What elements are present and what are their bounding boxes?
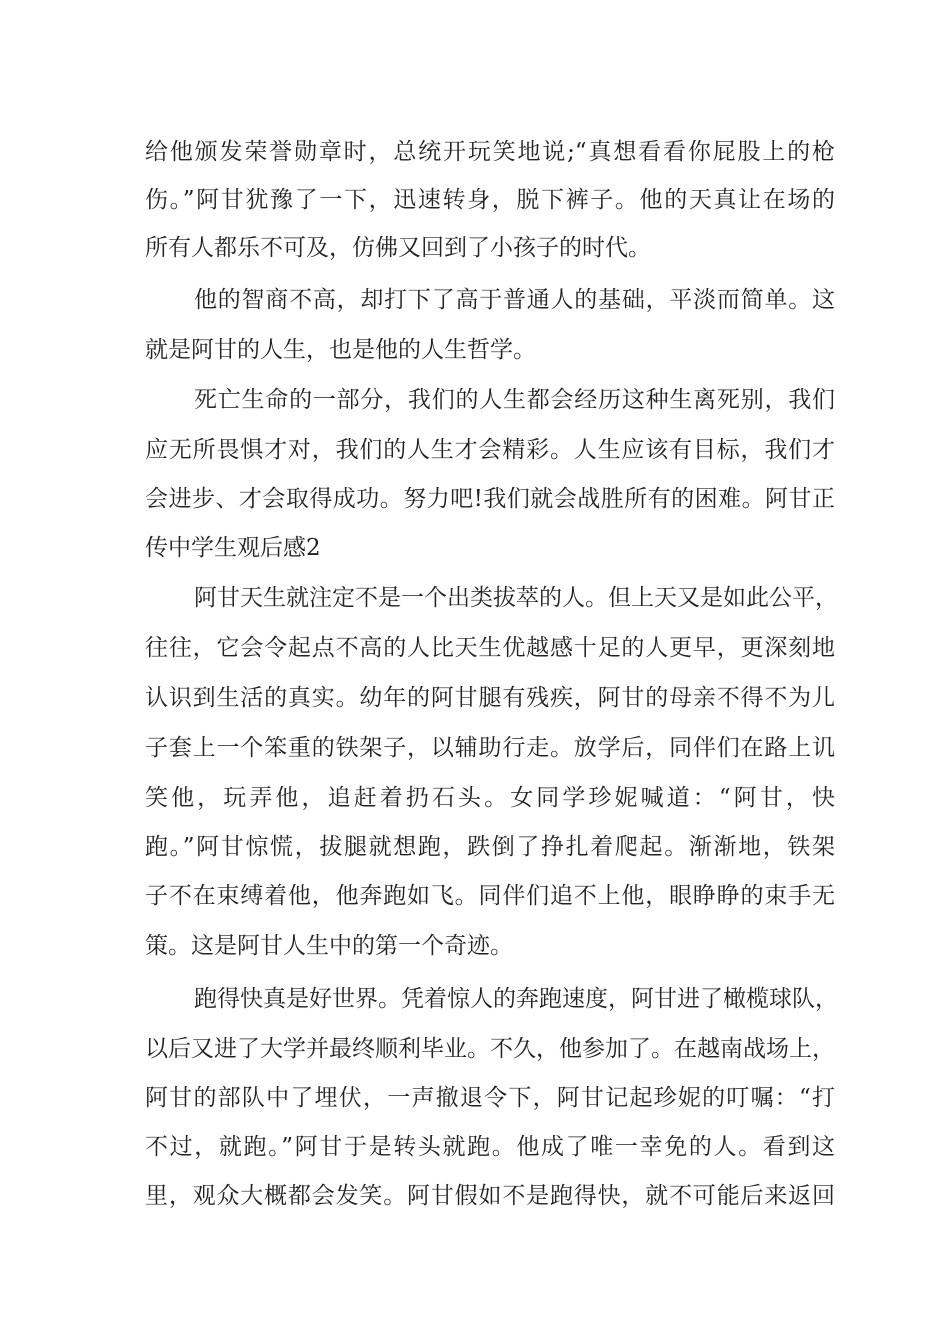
text-line: 所有人都乐不可及，仿佛又回到了小孩子的时代。 <box>145 235 651 261</box>
text-line: 跑得快真是好世界。凭着惊人的奔跑速度，阿甘进了橄榄球队， <box>194 986 838 1012</box>
text-line: 伤。”阿甘犹豫了一下，迅速转身，脱下裤子。他的天真让在场的 <box>145 187 835 213</box>
text-line: 阿甘的部队中了埋伏，一声撤退令下，阿甘记起珍妮的叮嘱：“打 <box>145 1085 835 1111</box>
text-line: 就是阿甘的人生，也是他的人生哲学。 <box>145 337 536 363</box>
text-line: 会进步、才会取得成功。努力吧!我们就会战胜所有的困难。阿甘正 <box>145 486 835 512</box>
text-line: 子不在束缚着他，他奔跑如飞。同伴们追不上他，眼睁睁的束手无 <box>145 883 835 909</box>
text-line: 往往，它会令起点不高的人比天生优越感十足的人更早，更深刻地 <box>145 635 835 661</box>
text-line: 笑他，玩弄他，追赶着扔石头。女同学珍妮喊道：“阿甘，快 <box>145 785 835 811</box>
text-line: 子套上一个笨重的铁架子，以辅助行走。放学后，同伴们在路上讥 <box>145 735 835 761</box>
text-line: 跑。”阿甘惊慌，拔腿就想跑，跌倒了挣扎着爬起。渐渐地，铁架 <box>145 834 835 860</box>
text-line: 传中学生观后感2 <box>145 535 321 561</box>
text-line: 以后又进了大学并最终顺利毕业。不久，他参加了。在越南战场上， <box>145 1036 835 1062</box>
text-line: 里，观众大概都会发笑。阿甘假如不是跑得快，就不可能后来返回 <box>145 1183 835 1209</box>
text-line: 阿甘天生就注定不是一个出类拔萃的人。但上天又是如此公平， <box>194 585 838 611</box>
text-line: 认识到生活的真实。幼年的阿甘腿有残疾，阿甘的母亲不得不为儿 <box>145 685 835 711</box>
text-line: 死亡生命的一部分，我们的人生都会经历这种生离死别，我们 <box>194 387 835 413</box>
text-line: 他的智商不高，却打下了高于普通人的基础，平淡而简单。这 <box>194 287 835 313</box>
text-line: 不过，就跑。”阿甘于是转头就跑。他成了唯一幸免的人。看到这 <box>145 1134 835 1160</box>
text-line: 给他颁发荣誉勋章时，总统开玩笑地说;“真想看看你屁股上的枪 <box>145 139 835 165</box>
text-line: 策。这是阿甘人生中的第一个奇迹。 <box>145 933 513 959</box>
text-line: 应无所畏惧才对，我们的人生才会精彩。人生应该有目标，我们才 <box>145 437 835 463</box>
